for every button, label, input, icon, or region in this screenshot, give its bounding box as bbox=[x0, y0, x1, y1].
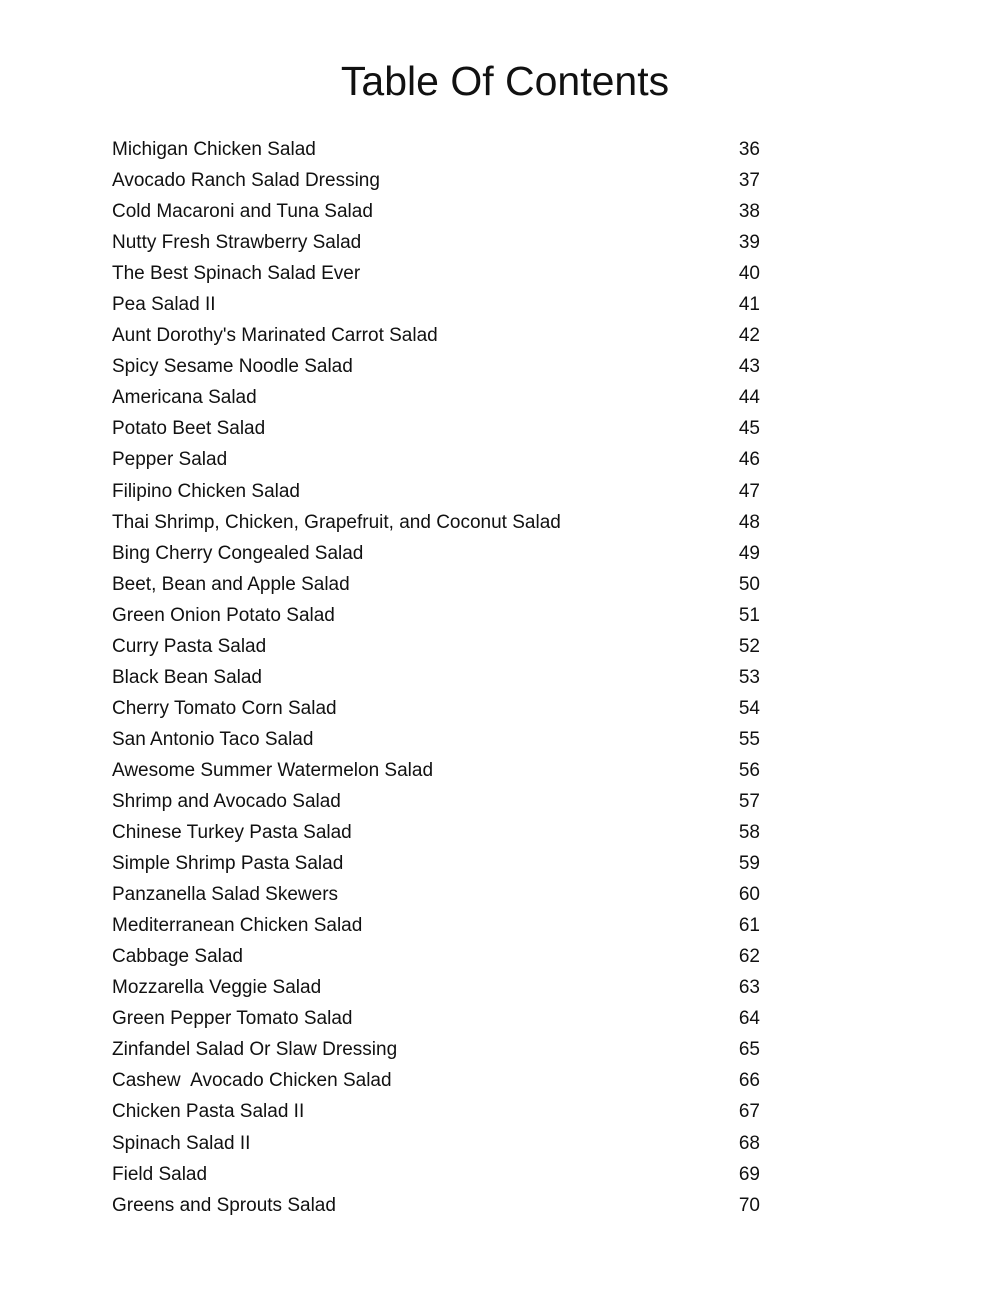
toc-entry-page: 53 bbox=[738, 666, 760, 688]
toc-entry-page: 69 bbox=[738, 1163, 760, 1185]
toc-entry[interactable] bbox=[112, 696, 760, 727]
toc-entry[interactable] bbox=[112, 1037, 760, 1068]
toc-entry-page: 50 bbox=[738, 573, 760, 595]
toc-entry-title: Chinese Turkey Pasta Salad bbox=[112, 822, 352, 844]
toc-entry-page: 59 bbox=[738, 853, 760, 875]
toc-entry-title: Aunt Dorothy's Marinated Carrot Salad bbox=[112, 325, 438, 347]
toc-entry-page: 41 bbox=[738, 294, 760, 316]
toc-entry-title: Americana Salad bbox=[112, 387, 257, 409]
toc-entry-title: Shrimp and Avocado Salad bbox=[112, 790, 341, 812]
toc-entry-page: 36 bbox=[738, 139, 760, 160]
toc-entry-page: 39 bbox=[738, 232, 760, 254]
toc-entry-title: Simple Shrimp Pasta Salad bbox=[112, 853, 344, 875]
toc-entry-page: 52 bbox=[738, 635, 760, 657]
toc-entry[interactable] bbox=[112, 758, 760, 789]
toc-entry-title: Potato Beet Salad bbox=[112, 418, 266, 440]
toc-entry-page: 54 bbox=[738, 697, 760, 719]
toc-entry-page: 56 bbox=[738, 759, 760, 781]
toc-entry-title: San Antonio Taco Salad bbox=[112, 728, 314, 750]
toc-entry-page: 40 bbox=[738, 263, 760, 285]
toc-entry-page: 45 bbox=[738, 418, 760, 440]
toc-entry-title: Filipino Chicken Salad bbox=[112, 480, 300, 502]
toc-entry-page: 49 bbox=[738, 542, 760, 564]
toc-entry[interactable] bbox=[112, 789, 760, 820]
toc-entry[interactable] bbox=[112, 603, 760, 634]
toc-entry[interactable] bbox=[112, 447, 760, 478]
toc-entry-page: 68 bbox=[738, 1132, 760, 1154]
toc-entry-page: 47 bbox=[738, 480, 760, 502]
toc-entry[interactable] bbox=[112, 416, 760, 447]
toc-entry[interactable] bbox=[112, 385, 760, 416]
toc-entry-page: 60 bbox=[738, 884, 760, 906]
toc-entry-title: Bing Cherry Congealed Salad bbox=[112, 542, 364, 564]
toc-entry-title: Mediterranean Chicken Salad bbox=[112, 915, 363, 937]
toc-entry[interactable] bbox=[112, 882, 760, 913]
toc-entry-title: Black Bean Salad bbox=[112, 666, 262, 688]
toc-entry-page: 61 bbox=[738, 915, 760, 937]
toc-entry-page: 43 bbox=[738, 356, 760, 378]
toc-entry-page: 67 bbox=[738, 1101, 760, 1123]
toc-entry-title: Michigan Chicken Salad bbox=[112, 139, 316, 160]
toc-entry-page: 42 bbox=[738, 325, 760, 347]
toc-entry[interactable] bbox=[112, 1099, 760, 1130]
toc-entry-page: 57 bbox=[738, 790, 760, 812]
toc-entry[interactable] bbox=[112, 851, 760, 882]
toc-entry[interactable] bbox=[112, 1193, 760, 1224]
toc-entry[interactable] bbox=[112, 261, 760, 292]
toc-entry[interactable] bbox=[112, 634, 760, 665]
toc-entry-page: 48 bbox=[738, 511, 760, 533]
toc-entry[interactable] bbox=[112, 572, 760, 603]
toc-entry-page: 65 bbox=[738, 1039, 760, 1061]
toc-entry-title: Cashew Avocado Chicken Salad bbox=[112, 1070, 392, 1092]
toc-entry[interactable] bbox=[112, 1006, 760, 1037]
toc-entry-title: Nutty Fresh Strawberry Salad bbox=[112, 232, 362, 254]
toc-entry[interactable] bbox=[112, 975, 760, 1006]
toc-entry[interactable] bbox=[112, 199, 760, 230]
toc-entry-title: Awesome Summer Watermelon Salad bbox=[112, 759, 434, 781]
toc-entry-page: 66 bbox=[738, 1070, 760, 1092]
toc-entry-title: Spinach Salad II bbox=[112, 1132, 251, 1154]
toc-entry-title: Thai Shrimp, Chicken, Grapefruit, and Coconut Salad bbox=[112, 511, 561, 533]
toc-entry[interactable] bbox=[112, 292, 760, 323]
toc-entry[interactable] bbox=[112, 137, 760, 168]
toc-entry-title: Curry Pasta Salad bbox=[112, 635, 267, 657]
toc-entry[interactable] bbox=[112, 1162, 760, 1193]
toc-entry[interactable] bbox=[112, 820, 760, 851]
toc-entry[interactable] bbox=[112, 944, 760, 975]
toc-entry-title: The Best Spinach Salad Ever bbox=[112, 263, 361, 285]
toc-entry-page: 64 bbox=[738, 1008, 760, 1030]
toc-entry-page: 58 bbox=[738, 822, 760, 844]
toc-entry[interactable] bbox=[112, 230, 760, 261]
toc-entry[interactable] bbox=[112, 727, 760, 758]
toc-entry-title: Zinfandel Salad Or Slaw Dressing bbox=[112, 1039, 398, 1061]
toc-list bbox=[112, 137, 760, 1224]
toc-entry-title: Chicken Pasta Salad II bbox=[112, 1101, 305, 1123]
toc-entry-page: 55 bbox=[738, 728, 760, 750]
toc-entry-title: Green Pepper Tomato Salad bbox=[112, 1008, 353, 1030]
toc-entry-title: Cherry Tomato Corn Salad bbox=[112, 697, 337, 719]
toc-entry[interactable] bbox=[112, 1131, 760, 1162]
toc-entry-title: Beet, Bean and Apple Salad bbox=[112, 573, 350, 595]
toc-entry-title: Cold Macaroni and Tuna Salad bbox=[112, 201, 373, 223]
toc-entry[interactable] bbox=[112, 479, 760, 510]
toc-entry[interactable] bbox=[112, 354, 760, 385]
toc-entry-page: 37 bbox=[738, 170, 760, 192]
toc-entry-title: Mozzarella Veggie Salad bbox=[112, 977, 322, 999]
toc-entry[interactable] bbox=[112, 913, 760, 944]
toc-entry-title: Cabbage Salad bbox=[112, 946, 243, 968]
toc-entry-title: Spicy Sesame Noodle Salad bbox=[112, 356, 353, 378]
toc-entry-title: Avocado Ranch Salad Dressing bbox=[112, 170, 380, 192]
toc-entry-page: 70 bbox=[738, 1194, 760, 1216]
toc-entry-page: 63 bbox=[738, 977, 760, 999]
toc-entry-page: 51 bbox=[738, 604, 760, 626]
toc-entry-title: Green Onion Potato Salad bbox=[112, 604, 335, 626]
toc-entry-title: Panzanella Salad Skewers bbox=[112, 884, 339, 906]
toc-entry[interactable] bbox=[112, 168, 760, 199]
toc-entry[interactable] bbox=[112, 541, 760, 572]
toc-entry-page: 46 bbox=[738, 449, 760, 471]
toc-entry-title: Greens and Sprouts Salad bbox=[112, 1194, 336, 1216]
toc-entry[interactable] bbox=[112, 510, 760, 541]
toc-entry[interactable] bbox=[112, 323, 760, 354]
toc-entry-page: 44 bbox=[738, 387, 760, 409]
toc-entry[interactable] bbox=[112, 1068, 760, 1099]
toc-entry-title: Pepper Salad bbox=[112, 449, 228, 471]
toc-entry-page: 38 bbox=[738, 201, 760, 223]
page-title: Table Of Contents bbox=[340, 58, 670, 104]
toc-entry[interactable] bbox=[112, 665, 760, 696]
toc-entry-title: Field Salad bbox=[112, 1163, 208, 1185]
toc-entry-title: Pea Salad II bbox=[112, 294, 216, 316]
toc-entry-page: 62 bbox=[738, 946, 760, 968]
